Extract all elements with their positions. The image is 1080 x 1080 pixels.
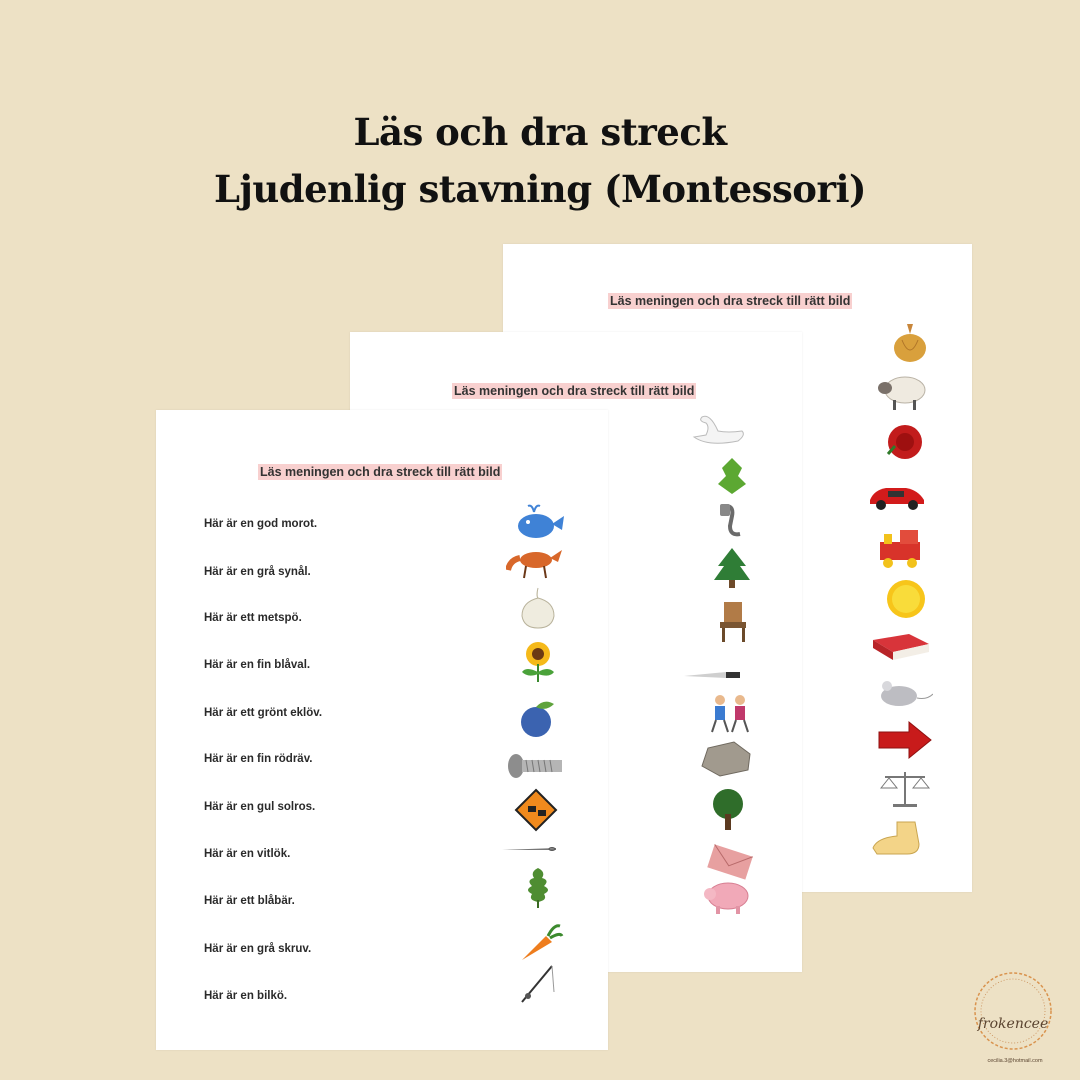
brand-name: frokencee: [977, 1016, 1049, 1032]
brand-contact: cecilia.3@hotmail.com: [987, 1058, 1043, 1064]
swan-icon: [688, 407, 748, 451]
scale-icon: [875, 766, 935, 810]
page-title-line-2: Ljudenlig stavning (Montessori): [213, 167, 867, 211]
rose-icon: [875, 420, 935, 464]
stone-icon: [696, 736, 756, 780]
oak-leaf-icon: [508, 866, 568, 910]
carrot-icon: [508, 920, 568, 964]
road-sign-icon: [506, 788, 566, 832]
onion-icon: [880, 320, 940, 364]
sunflower-icon: [508, 640, 568, 684]
page-title-line-1: Läs och dra streck: [353, 110, 727, 154]
book-icon: [869, 626, 929, 670]
arrow-icon: [875, 718, 935, 762]
fox-icon: [506, 538, 566, 582]
hook-icon: [700, 500, 760, 544]
pig-icon: [698, 872, 758, 916]
sentence-7: Här är en gul solros.: [204, 801, 316, 813]
sentence-3: Här är ett metspö.: [204, 612, 302, 624]
sentence-10: Här är en grå skruv.: [204, 943, 312, 955]
sentence-5: Här är ett grönt eklöv.: [204, 707, 323, 719]
sentence-2: Här är en grå synål.: [204, 566, 311, 578]
worksheet-heading: Läs meningen och dra streck till rätt bild: [610, 294, 851, 308]
chair-icon: [702, 600, 762, 644]
worksheet-heading: Läs meningen och dra streck till rätt bild: [454, 384, 695, 398]
worksheet-front: [156, 410, 608, 1050]
sentence-6: Här är en fin rödräv.: [204, 753, 313, 765]
mouse-icon: [873, 670, 933, 714]
brand-logo: [970, 968, 1056, 1054]
garlic-icon: [508, 586, 568, 630]
sentence-4: Här är en fin blåval.: [204, 659, 311, 671]
children-icon: [700, 690, 760, 734]
fir-tree-icon: [702, 546, 762, 590]
toy-train-icon: [872, 526, 932, 570]
sentence-8: Här är en vitlök.: [204, 848, 291, 860]
fishing-rod-icon: [508, 962, 568, 1006]
sun-icon: [876, 577, 936, 621]
screw-icon: [504, 744, 564, 788]
sentence-1: Här är en god morot.: [204, 518, 318, 530]
worksheet-heading: Läs meningen och dra streck till rätt bild: [260, 465, 501, 479]
sheep-icon: [873, 370, 933, 414]
tree-icon: [698, 788, 758, 832]
grape-leaf-icon: [702, 454, 762, 498]
sentence-11: Här är en bilkö.: [204, 990, 288, 1002]
car-icon: [866, 472, 926, 516]
sentence-9: Här är ett blåbär.: [204, 895, 295, 907]
foot-icon: [867, 814, 927, 858]
blueberry-icon: [508, 696, 568, 740]
